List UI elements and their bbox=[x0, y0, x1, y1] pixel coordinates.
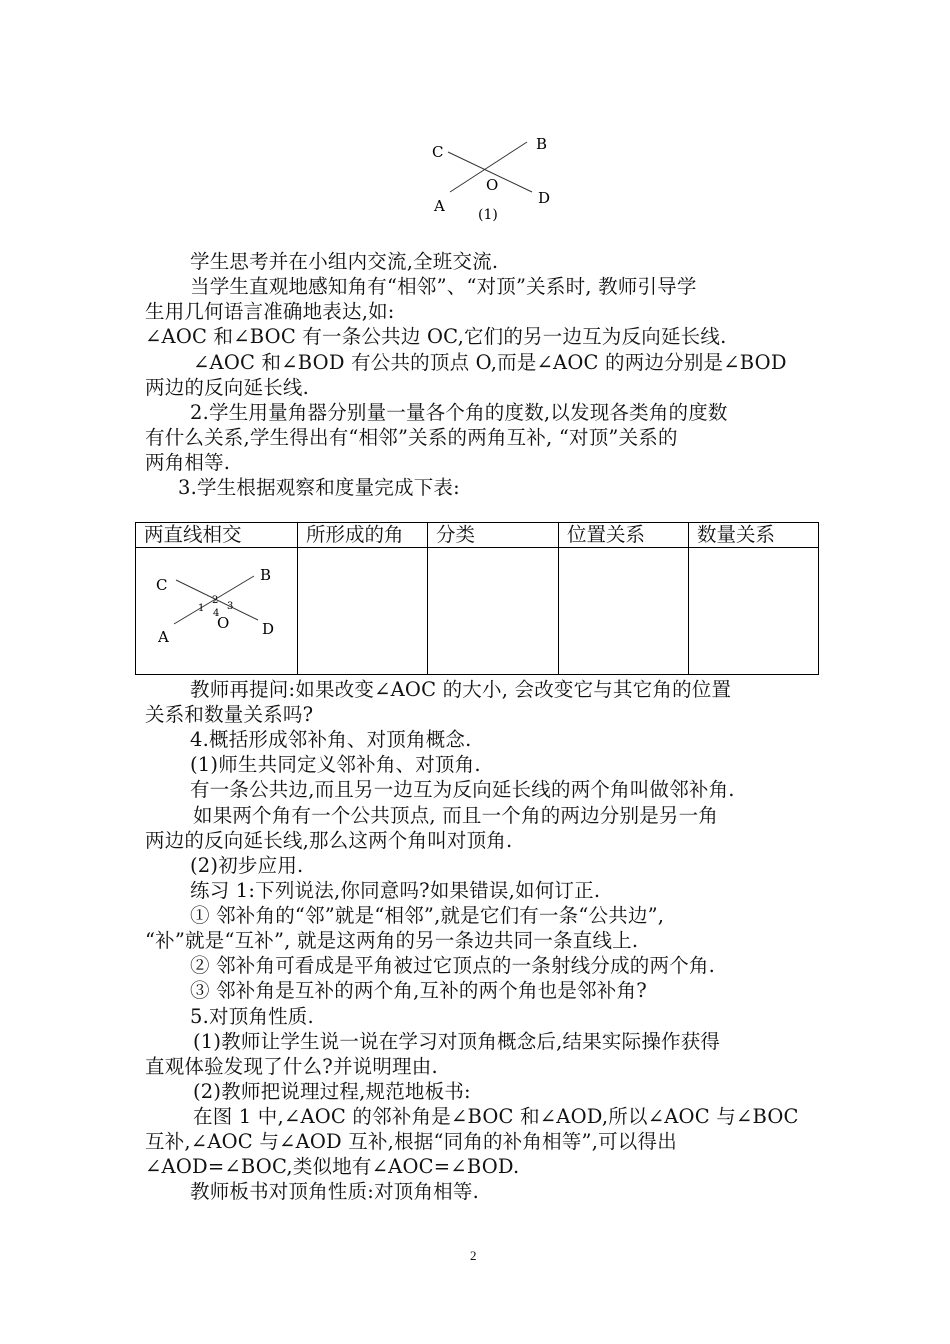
paragraph-line: 2.学生用量角器分别量一量各个角的度数,以发现各类角的度数 bbox=[190, 401, 728, 424]
paragraph-line: 互补,∠AOC 与∠AOD 互补,根据“同角的补角相等”,可以得出 bbox=[145, 1130, 677, 1153]
paragraph-line: ∠AOD=∠BOC,类似地有∠AOC=∠BOD. bbox=[145, 1155, 520, 1178]
paragraph-line: “补”就是“互补”, 就是这两角的另一条边共同一条直线上. bbox=[145, 929, 639, 952]
table-row bbox=[136, 548, 819, 675]
paragraph-line: ③ 邻补角是互补的两个角,互补的两个角也是邻补角? bbox=[190, 979, 647, 1002]
paragraph-line: 关系和数量关系吗? bbox=[145, 703, 314, 726]
paragraph-line: 学生思考并在小组内交流,全班交流. bbox=[190, 250, 499, 273]
table-cell bbox=[689, 548, 819, 675]
paragraph-line: 两角相等. bbox=[145, 451, 231, 474]
table-figure-cell bbox=[136, 548, 298, 675]
label-c: C bbox=[432, 143, 444, 161]
paragraph-line: 当学生直观地感知角有“相邻”、“对顶”关系时, 教师引导学 bbox=[190, 275, 697, 298]
table-intersect-diagram bbox=[136, 548, 296, 668]
paragraph-line: ∠AOC 和∠BOD 有公共的顶点 O,而是∠AOC 的两边分别是∠BOD bbox=[193, 351, 787, 374]
paragraph-line: 两边的反向延长线. bbox=[145, 376, 309, 399]
label-o: O bbox=[486, 176, 499, 194]
table-header-cell: 两直线相交 bbox=[136, 523, 298, 548]
paragraph-line: 5.对顶角性质. bbox=[190, 1005, 314, 1028]
label-a: A bbox=[434, 197, 445, 215]
label-b: B bbox=[260, 566, 272, 584]
paragraph-line: 有一条公共边,而且另一边互为反向延长线的两个角叫做邻补角. bbox=[190, 778, 735, 801]
paragraph-line: (1)教师让学生说一说在学习对顶角概念后,结果实际操作获得 bbox=[193, 1030, 721, 1053]
paragraph-line: (2)教师把说理过程,规范地板书: bbox=[193, 1080, 471, 1103]
paragraph-line: ① 邻补角的“邻”就是“相邻”,就是它们有一条“公共边”, bbox=[190, 904, 665, 927]
label-d: D bbox=[262, 620, 275, 638]
table-header-cell: 位置关系 bbox=[559, 523, 689, 548]
paragraph-line: 两边的反向延长线,那么这两个角叫对顶角. bbox=[145, 829, 513, 852]
angle-relation-table bbox=[135, 522, 819, 675]
label-b: B bbox=[536, 135, 548, 153]
angle-label-1: 1 bbox=[198, 603, 205, 614]
table-header-cell: 所形成的角 bbox=[298, 523, 428, 548]
table-header-cell: 分类 bbox=[428, 523, 559, 548]
paragraph-line: ② 邻补角可看成是平角被过它顶点的一条射线分成的两个角. bbox=[190, 954, 715, 977]
page-number: 2 bbox=[470, 1248, 477, 1263]
label-c: C bbox=[156, 576, 168, 594]
paragraph-line: 教师板书对顶角性质:对顶角相等. bbox=[190, 1180, 479, 1203]
paragraph-line: 练习 1:下列说法,你同意吗?如果错误,如何订正. bbox=[190, 879, 601, 902]
paragraph-line: 3.学生根据观察和度量完成下表: bbox=[178, 476, 460, 499]
paragraph-line: 如果两个角有一个公共顶点, 而且一个角的两边分别是另一角 bbox=[193, 804, 718, 827]
label-d: D bbox=[538, 189, 551, 207]
paragraph-line: 直观体验发现了什么?并说明理由. bbox=[145, 1055, 438, 1078]
label-a: A bbox=[158, 628, 169, 646]
label-o: O bbox=[217, 614, 230, 632]
paragraph-line: 4.概括形成邻补角、对顶角概念. bbox=[190, 728, 472, 751]
angle-label-3: 3 bbox=[227, 601, 234, 612]
figure-1-diagram bbox=[420, 130, 560, 230]
angle-label-4: 4 bbox=[213, 608, 220, 619]
table-header-cell: 数量关系 bbox=[689, 523, 819, 548]
paragraph-line: (2)初步应用. bbox=[190, 854, 304, 877]
paragraph-line: 生用几何语言准确地表达,如: bbox=[145, 300, 395, 323]
paragraph-line: ∠AOC 和∠BOC 有一条公共边 OC,它们的另一边互为反向延长线. bbox=[145, 325, 727, 348]
table-cell bbox=[428, 548, 559, 675]
table-cell bbox=[559, 548, 689, 675]
paragraph-line: 有什么关系,学生得出有“相邻”关系的两角互补, “对顶”关系的 bbox=[145, 426, 678, 449]
table-header-row bbox=[136, 523, 819, 548]
figure-caption: (1) bbox=[478, 207, 498, 223]
table-cell bbox=[298, 548, 428, 675]
paragraph-line: 在图 1 中,∠AOC 的邻补角是∠BOC 和∠AOD,所以∠AOC 与∠BOC bbox=[193, 1105, 799, 1128]
paragraph-line: (1)师生共同定义邻补角、对顶角. bbox=[190, 753, 481, 776]
angle-label-2: 2 bbox=[212, 595, 219, 606]
paragraph-line: 教师再提问:如果改变∠AOC 的大小, 会改变它与其它角的位置 bbox=[190, 678, 732, 701]
